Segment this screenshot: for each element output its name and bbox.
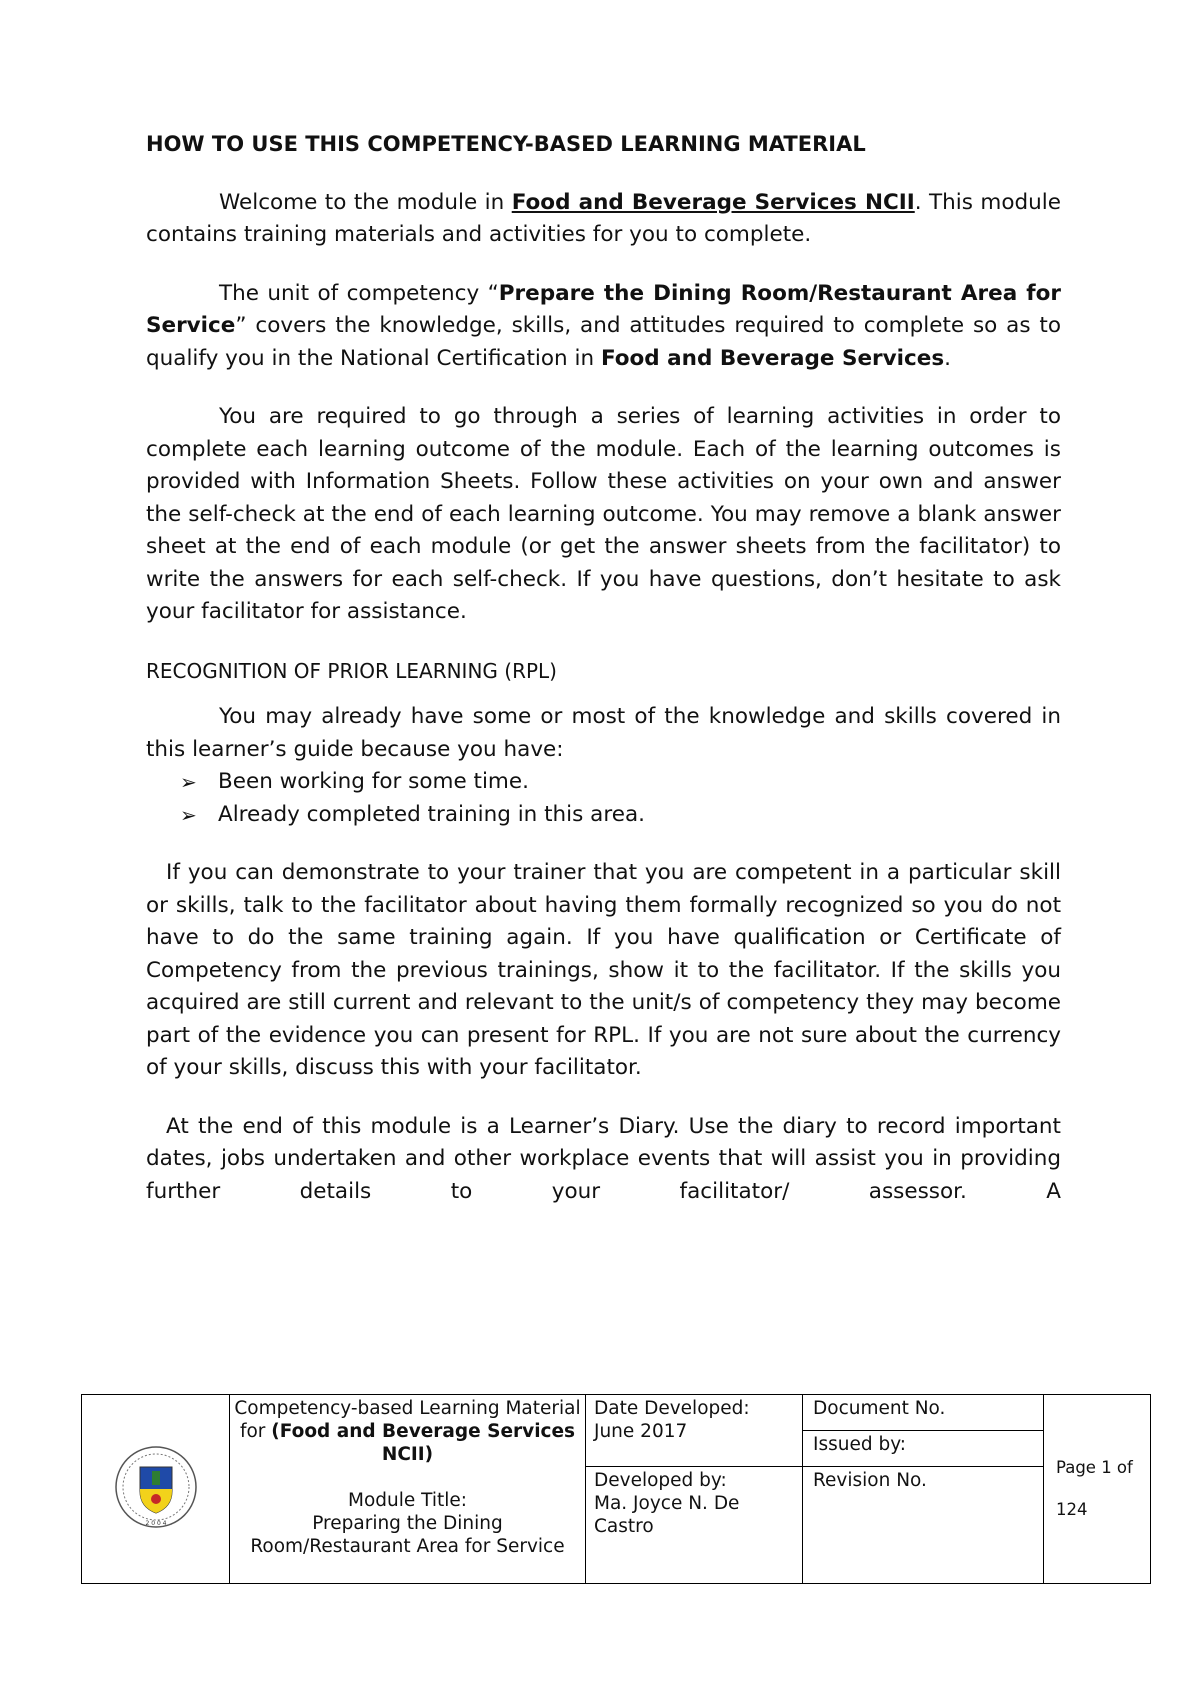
- date-developed-cell: [586, 1395, 803, 1467]
- unit-paragraph: The unit of competency “Prepare the Dining Room/Restaurant Area for Service” covers the knowledge, skills, and attitudes required to complete so as to qualify you in the National Certification in Food and Beverage Services.: [146, 280, 1062, 371]
- module-name: Food and Beverage Services NCII: [511, 189, 915, 215]
- module-title-value: Preparing the Dining Room/Restaurant Area for Service: [250, 1513, 565, 1557]
- developed-by-cell: [586, 1467, 803, 1584]
- svg-text:2 0 0 4: 2 0 0 4: [145, 1520, 166, 1527]
- list-item: ➢ Been working for some time.: [146, 766, 1061, 799]
- arrow-bullet-icon: ➢: [180, 802, 197, 827]
- document-body: [146, 128, 1061, 1234]
- material-name: (Food and Beverage Services NCII): [271, 1421, 576, 1465]
- logo-cell: [82, 1395, 230, 1584]
- revision-no-cell: Revision No.: [803, 1467, 1044, 1584]
- issued-by-cell: Issued by:: [803, 1431, 1044, 1467]
- rpl-intro: You may already have some or most of the knowledge and skills covered in this learner’s guide because you have:: [146, 704, 1061, 762]
- module-title-label: Module Title:: [347, 1490, 468, 1511]
- developed-by-value: Ma. Joyce N. De Castro: [594, 1493, 740, 1537]
- activities-paragraph: You are required to go through a series of learning activities in order to complete each learning outcome of the module. Each of the learning outcomes is provided with Information Sheets. Follow these activities on your own and answer the self-check at the end of each learning outcome. You may remove a blank answer sheet at the end of each module (or get the answer sheets from the facilitator) to write the answers for each self-check. If you have questions, don’t hesitate to ask your facilitator for assistance.: [146, 404, 1061, 624]
- certification-name: Food and Beverage Services: [600, 345, 945, 371]
- rpl-bullet-list: [146, 766, 1061, 831]
- document-heading: HOW TO USE THIS COMPETENCY-BASED LEARNING MATERIAL: [146, 132, 866, 156]
- diary-paragraph: At the end of this module is a Learner’s Diary. Use the diary to record important dates, jobs undertaken and other workplace events that will assist you in providing further details to your facilitator/ assessor. A: [146, 1113, 1061, 1204]
- school-seal-logo: [114, 1445, 198, 1529]
- rpl-paragraph: If you can demonstrate to your trainer that you are competent in a particular skill or skills, talk to the facilitator about having them formally recognized so you do not have to do the same training again. If you have qualification or Certificate of Competency from the previous trainings, show it to the facilitator. If the skills you acquired are still current and relevant to the unit/s of competency they may become part of the evidence you can present for RPL. If you are not sure about the currency of your skills, discuss this with your facilitator.: [146, 860, 1061, 1080]
- material-title-cell: Competency-based Learning Material for (Food and Beverage Services NCII) Module Title: Preparing the Dining Room/Restaurant Area for Service: [230, 1395, 586, 1584]
- page-number-cell: [1044, 1395, 1151, 1584]
- developed-by-label: Developed by:: [594, 1470, 727, 1491]
- welcome-paragraph: Welcome to the module in Food and Beverage Services NCII. This module contains training materials and activities for you to complete.: [146, 189, 1062, 247]
- unit-name: Prepare the Dining Room/Restaurant Area for Service: [146, 280, 1062, 338]
- page-label: Page 1 of: [1056, 1458, 1133, 1477]
- page-total: 124: [1056, 1500, 1088, 1519]
- date-developed-value: June 2017: [594, 1421, 688, 1442]
- arrow-bullet-icon: ➢: [180, 770, 197, 794]
- date-developed-label: Date Developed:: [594, 1398, 750, 1419]
- document-no-cell: Document No.: [803, 1395, 1044, 1431]
- document-footer-table: [81, 1394, 1151, 1584]
- rpl-heading: RECOGNITION OF PRIOR LEARNING (RPL): [146, 658, 557, 683]
- list-item: ➢ Already completed training in this area.: [146, 799, 1061, 832]
